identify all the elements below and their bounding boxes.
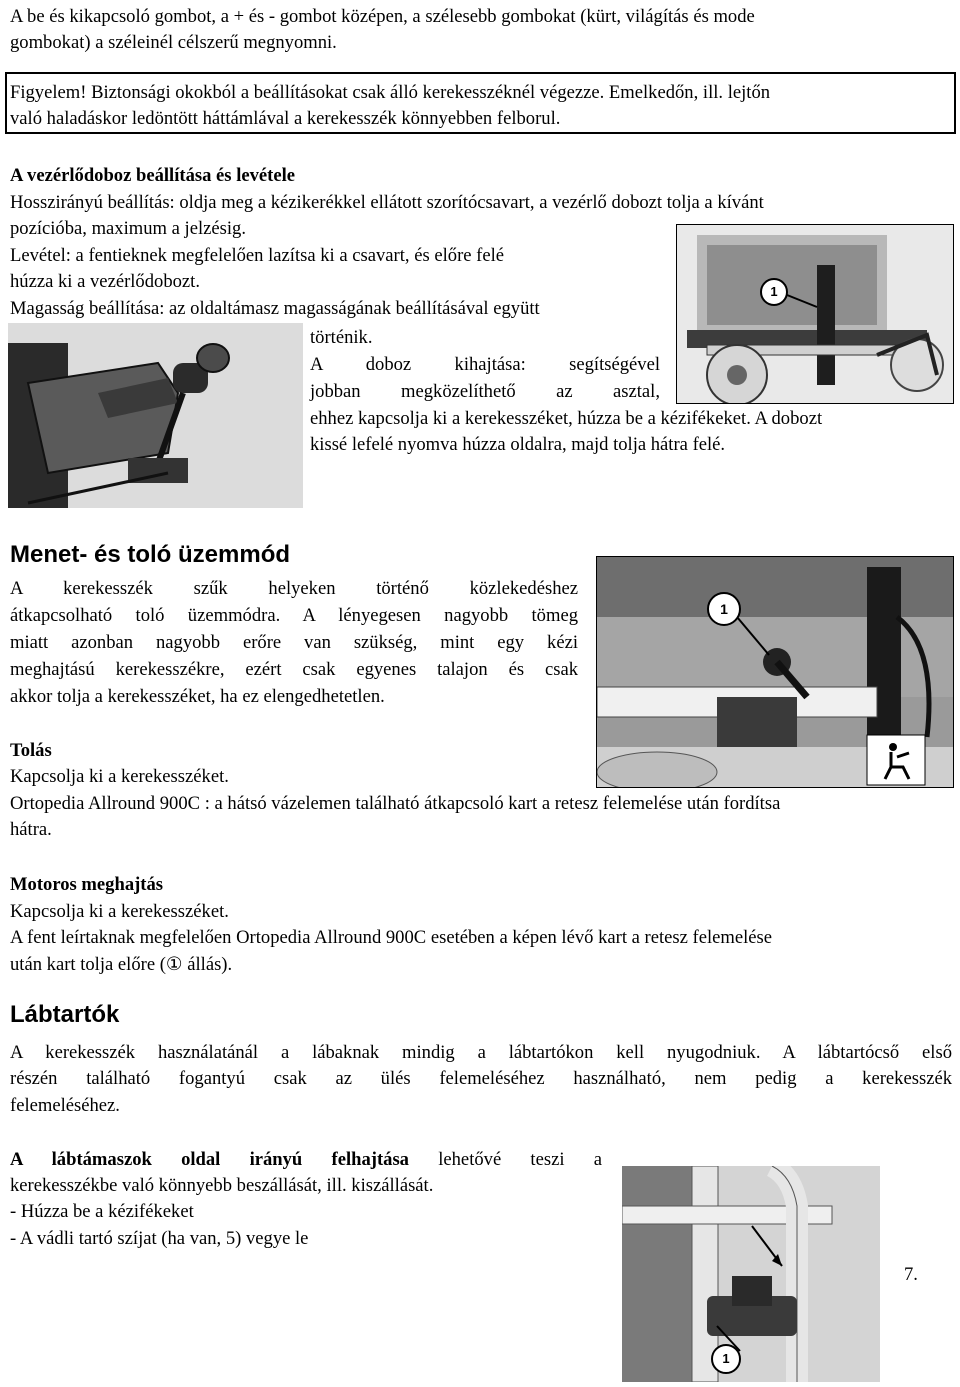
sideways-line-2: kerekesszékbe való könnyebb beszállását, ill. kiszállását. [10, 1175, 434, 1196]
sideways-bold: A lábtámaszok oldal irányú felhajtása [10, 1149, 409, 1170]
page-number: 7. [904, 1264, 918, 1285]
controlbox-line-7a: A doboz kihajtása: segítségével [310, 354, 660, 375]
controlbox-photo-marker: 1 [770, 284, 778, 299]
controlbox-heading: A vezérlődoboz beállítása és levétele [10, 165, 296, 186]
footrest-line-3: felemeléséhez. [10, 1095, 120, 1116]
controlbox-line-6: történik. [310, 327, 373, 348]
controlbox-line-2: pozícióba, maximum a jelzésig. [10, 218, 246, 239]
controlbox-line-1: Hosszirányú beállítás: oldja meg a kézikerékkel ellátott szorítócsavart, a vezérlő dobozt tolja a kívánt [10, 192, 764, 213]
controlbox-mount-photo [676, 224, 954, 404]
footrest-heading: Lábtartók [10, 1001, 120, 1028]
controlbox-line-8: ehhez kapcsolja ki a kerekesszéket, húzza be a kézifékeket. A dobozt [310, 408, 823, 429]
drive-line-4: meghajtású kerekesszékre, ezért csak egyenes talajon és csak [10, 659, 578, 680]
drive-line-5: akkor tolja a kerekesszéket, ha ez elengedhetetlen. [10, 686, 385, 707]
footrest-photo-marker: 1 [722, 1351, 730, 1366]
intro-line-2: gombokat) a széleinél célszerű megnyomni. [10, 32, 337, 53]
motor-line-3: után kart tolja előre (① állás). [10, 954, 233, 975]
footrest-line-1: A kerekesszék használatánál a lábaknak mindig a lábtartókon kell nyugodniuk. A lábtartócső első [10, 1042, 952, 1063]
controlbox-line-4: húzza ki a vezérlődobozt. [10, 271, 200, 292]
push-line-1: Kapcsolja ki a kerekesszéket. [10, 766, 229, 787]
armrest-joystick-photo [8, 323, 303, 508]
push-line-2: Ortopedia Allround 900C : a hátsó vázelemen található átkapcsoló kart a retesz felemelése után fordítsa [10, 793, 781, 814]
controlbox-line-7b: jobban megközelíthető az asztal, [310, 381, 660, 402]
push-line-3: hátra. [10, 819, 52, 840]
warning-line-1: Figyelem! Biztonsági okokból a beállításokat csak álló kerekesszéknél végezze. Emelkedőn, ill. lejtőn [10, 82, 771, 103]
push-heading: Tolás [10, 740, 52, 761]
controlbox-line-3: Levétel: a fentieknek megfelelően lazítsa ki a csavart, és előre felé [10, 245, 505, 266]
controlbox-line-5: Magasság beállítása: az oldaltámasz magasságának beállításával együtt [10, 298, 540, 319]
intro-line-1: A be és kikapcsoló gombot, a + és - gombot középen, a szélesebb gombokat (kürt, világítás és mode [10, 6, 755, 27]
drive-line-2: átkapcsolható toló üzemmódra. A lényegesen nagyobb tömeg [10, 605, 578, 626]
sideways-line-1 [10, 1147, 602, 1173]
footrest-line-2: részén található fogantyú csak az ülés felemeléséhez használható, nem pedig a kerekesszék [10, 1068, 952, 1089]
drive-line-3: miatt azonban nagyobb erőre van szükség, mint egy kézi [10, 632, 578, 653]
sideways-line-3: - Húzza be a kézifékeket [10, 1201, 194, 1222]
motor-heading: Motoros meghajtás [10, 874, 164, 895]
footrest-hinge-photo [622, 1166, 880, 1382]
motor-line-1: Kapcsolja ki a kerekesszéket. [10, 901, 229, 922]
sideways-line-4: - A vádli tartó szíjat (ha van, 5) vegye le [10, 1228, 309, 1249]
drive-heading: Menet- és toló üzemmód [10, 541, 291, 568]
push-photo-marker: 1 [720, 601, 728, 617]
drive-line-1: A kerekesszék szűk helyeken történő közlekedéshez [10, 578, 578, 599]
motor-line-2: A fent leírtaknak megfelelően Ortopedia Allround 900C esetében a képen lévő kart a retesz felemelése [10, 927, 773, 948]
sideways-line-1-rest: lehetővé teszi a [408, 1149, 602, 1170]
push-lever-photo [596, 556, 954, 788]
controlbox-line-9: kissé lefelé nyomva húzza oldalra, majd tolja hátra felé. [310, 434, 726, 455]
warning-line-2: való haladáskor ledöntött háttámlával a kerekesszék könnyebben felborul. [10, 108, 561, 129]
